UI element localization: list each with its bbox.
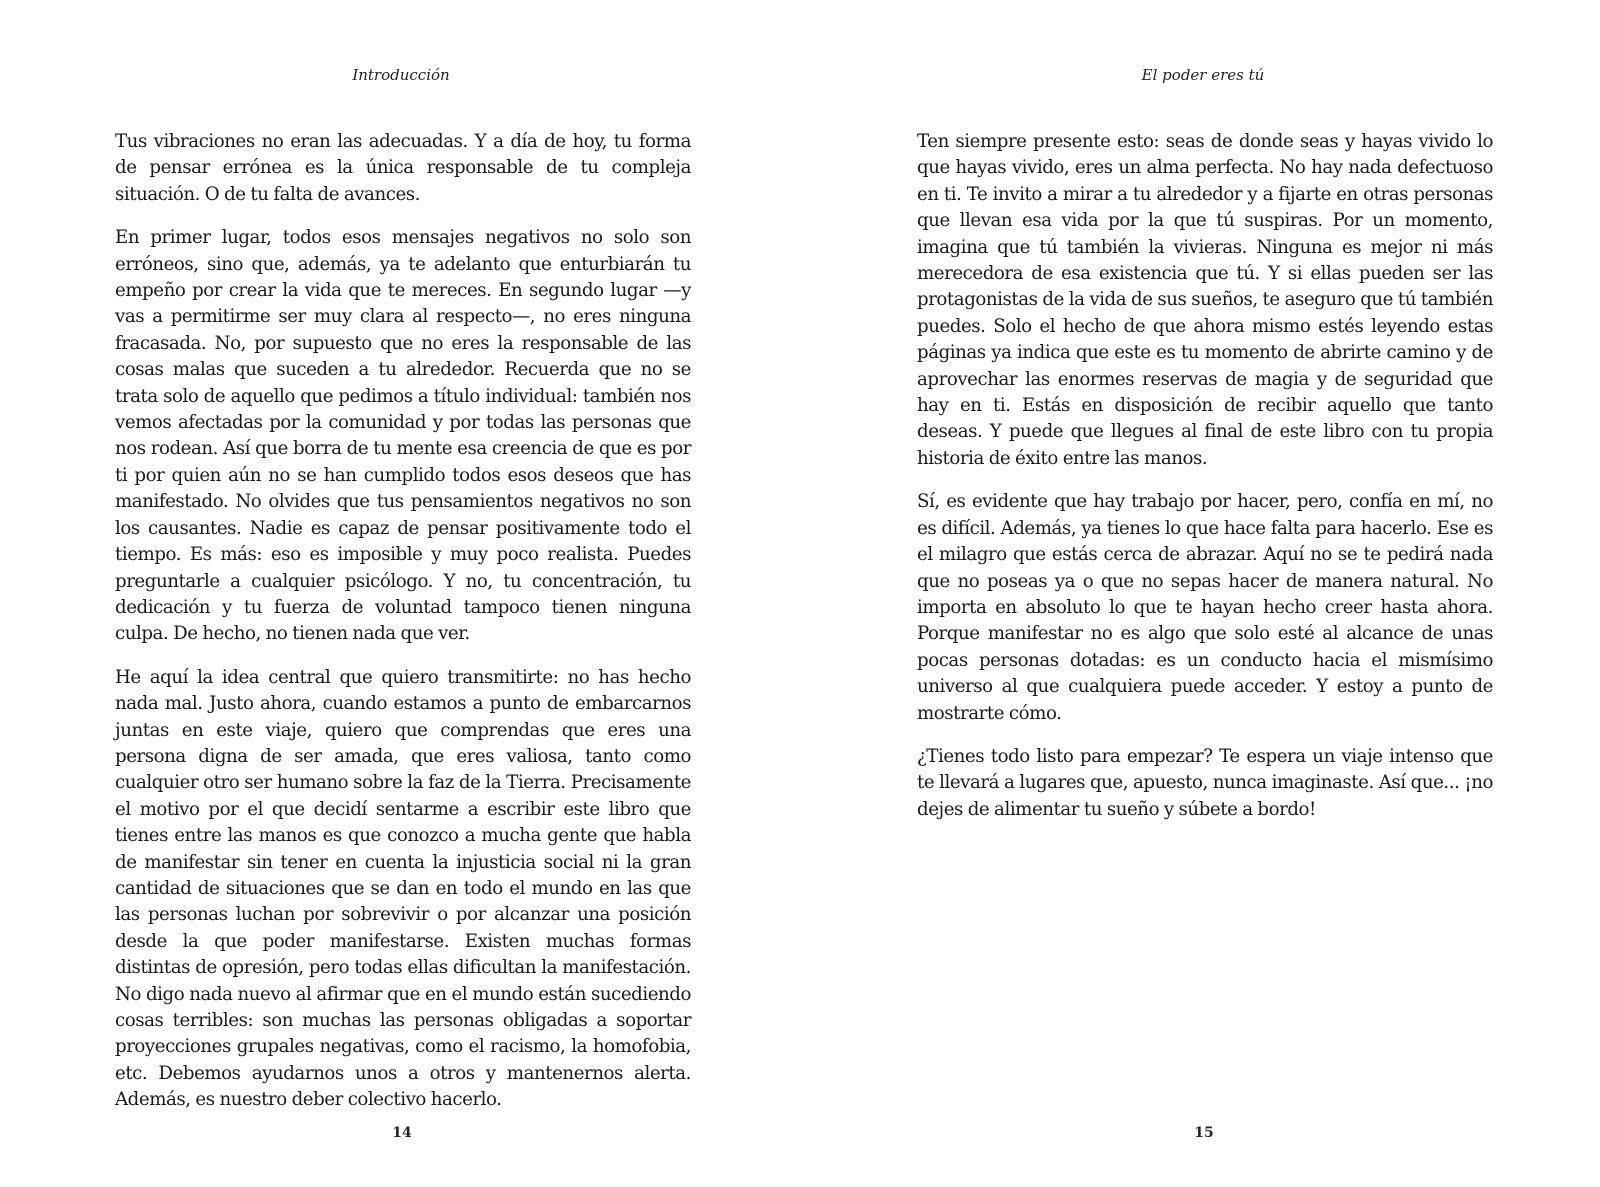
page-number: 15 (1194, 1125, 1214, 1141)
paragraph: Sí, es evidente que hay trabajo por hacer, pero, confía en mí, no es difícil. Además, ya tienes lo que hace falta para hacerlo. Ese es el milagro que estás cerca de abrazar. Aquí no se te pedirá nada que no poseas ya o que no sepas hacer de manera natural. No importa en absoluto lo que te hayan hecho creer hasta ahora. Porque manifestar no es algo que solo esté al alcance de unas pocas personas dotadas: es un conducto hacia el mismísimo universo al que cualquiera puede acceder. Y estoy a punto de mostrarte cómo. (917, 491, 1493, 724)
paragraph: He aquí la idea central que quiero transmitirte: no has hecho nada mal. Justo ahora, cuando estamos a punto de embarcarnos juntas en este viaje, quiero que comprendas que eres una persona digna de ser amada, que eres valiosa, tanto como cualquier otro ser humano sobre la faz de la Tierra. Precisamente el motivo por el que decidí sentarme a escribir este libro que tienes entre las manos es que conozco a mucha gente que habla de manifestar sin tener en cuenta la injusticia social ni la gran cantidad de situaciones que se dan en todo el mundo en las que las personas luchan por sobrevivir o por alcanzar una posición desde la que poder manifestarse. Existen muchas formas distintas de opresión, pero todas ellas dificultan la manifestación. No digo nada nuevo al afirmar que en el mundo están sucediendo cosas terribles: son muchas las personas obligadas a soportar proyecciones grupales negativas, como el racismo, la homofobia, etc. Debemos ayudarnos unos a otros y mantenernos alerta. Además, es nuestro deber colectivo hacerlo. (115, 666, 691, 1111)
paragraph: ¿Tienes todo listo para empezar? Te espera un viaje intenso que te llevará a lugares que, apuesto, nunca imaginaste. Así que... ¡no dejes de alimentar tu sueño y súbete a bordo! (917, 745, 1493, 820)
running-head: El poder eres tú (1141, 66, 1265, 84)
page-number: 14 (392, 1125, 412, 1141)
running-head: Introducción (352, 66, 450, 84)
paragraph: Ten siempre presente esto: seas de donde seas y hayas vivido lo que hayas vivido, eres un alma perfecta. No hay nada defectuoso en ti. Te invito a mirar a tu alrededor y a fijarte en otras personas que llevan esa vida por la que tú suspiras. Por un momento, imagina que tú también la vivieras. Ninguna es mejor ni más merecedora de esa existencia que tú. Y si ellas pueden ser las protagonistas de la vida de sus sueños, te aseguro que tú también puedes. Solo el hecho de que ahora mismo estés leyendo estas páginas ya indica que este es tu momento de abrirte camino y de aprovechar las enormes reservas de magia y de seguridad que hay en ti. Estás en disposición de recibir aquello que tanto deseas. Y puede que llegues al final de este libro con tu propia historia de éxito entre las manos. (917, 131, 1493, 469)
paragraph: Tus vibraciones no eran las adecuadas. Y a día de hoy, tu forma de pensar errónea es la única responsable de tu compleja situación. O de tu falta de avances. (115, 131, 691, 205)
body-text (115, 129, 691, 1131)
right-page (800, 0, 1600, 1187)
body-text (917, 129, 1493, 840)
paragraph: En primer lugar, todos esos mensajes negativos no solo son erróneos, sino que, además, ya te adelanto que enturbiarán tu empeño por crear la vida que te mereces. En segundo lugar —y vas a permitirme ser muy clara al respecto—, no eres ninguna fracasada. No, por supuesto que no eres la responsable de las cosas malas que suceden a tu alrededor. Recuerda que no se trata solo de aquello que pedimos a título individual: también nos vemos afectadas por la comunidad y por todas las personas que nos rodean. Así que borra de tu mente esa creencia de que es por ti por quien aún no se han cumplido todos esos deseos que has manifestado. No olvides que tus pensamientos negativos no son los causantes. Nadie es capaz de pensar positivamente todo el tiempo. Es más: eso es imposible y muy poco realista. Puedes preguntarle a cualquier psicólogo. Y no, tu concentración, tu dedicación y tu fuerza de voluntad tampoco tienen ninguna culpa. De hecho, no tienen nada que ver. (115, 227, 691, 645)
